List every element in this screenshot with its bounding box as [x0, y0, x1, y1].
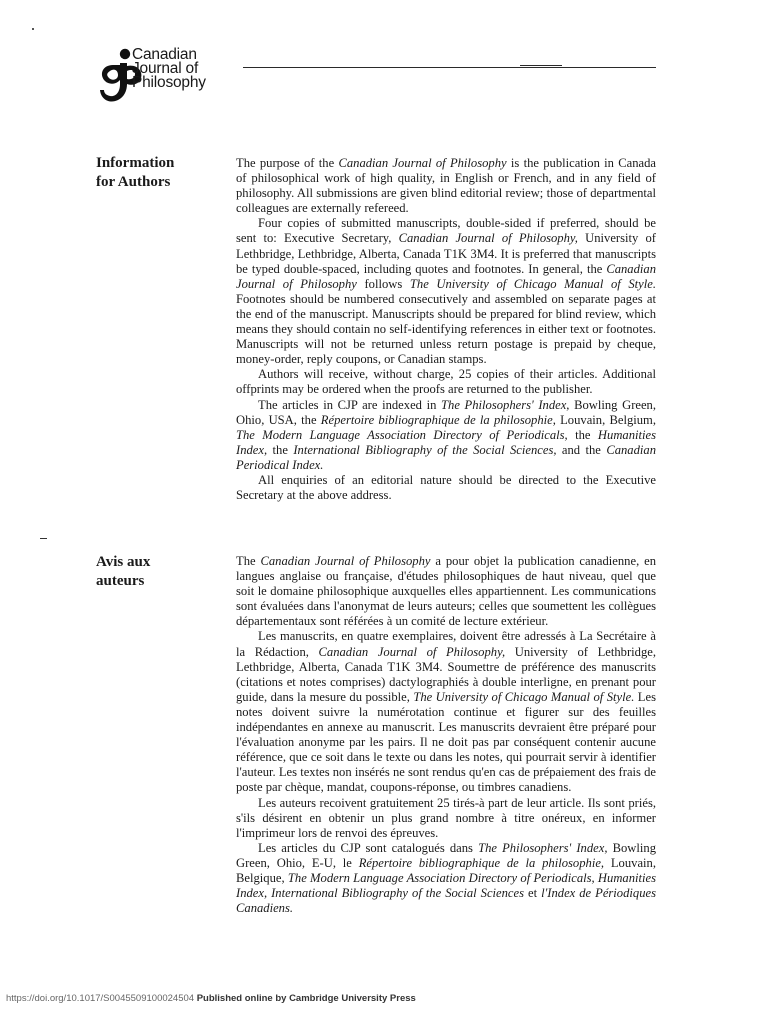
page-footer — [6, 993, 416, 1004]
scan-mark — [40, 538, 47, 539]
scan-speck — [32, 28, 34, 30]
journal-logo — [96, 46, 246, 106]
french-paragraph-2: Les manuscrits, en quatre exemplaires, doivent être adressés à La Secrétaire à la Rédaction, Canadian Journal of Philosophy, University of Lethbridge, Lethbridge, Alberta, Canada T1K 3M4. Soumettre de préférence des manuscrits (citations et notes comprises) dactylographiés à double interligne, en prenant pour guide, dans la mesure du possible, The University of Chicago Manual of Style. Les notes doivent suivre la numérotation continue et figurer sur des feuilles indépendantes en annexe au manuscrit. Les manuscrits devraient être préparé pour l'évaluation anonyme par les pairs. Il ne doit pas par conséquent contenir aucune référence, que ce soit dans le texte ou dans les notes, qui pourrait servir à identifier l'auteur. Les textes non insérés ne sont rendus qu'en cas de prépaiement des frais de poste par chèque, mandat, coupons-réponse, ou timbres canadiens. — [236, 629, 657, 795]
doi-link[interactable]: https://doi.org/10.1017/S0045509100024504 — [6, 993, 195, 1004]
publisher-note: Published online by Cambridge University Press — [194, 993, 416, 1004]
header-rule-mark — [520, 65, 562, 66]
journal-name-line-1: Canadian — [132, 46, 197, 63]
header-rule — [243, 67, 656, 68]
english-paragraph-1: The purpose of the Canadian Journal of Philosophy is the publication in Canada of philosophical work of high quality, in English or French, and in any field of philosophy. All submissions are given blind editorial review; those of departmental colleagues are externally refereed. — [236, 156, 657, 216]
french-paragraph-4: Les articles du CJP sont catalogués dans The Philosophers' Index, Bowling Green, Ohio, E-U, le Répertoire bibliographique de la philosophie, Louvain, Belgique, The Modern Language Association Directory of Periodicals, Humanities Index, International Bibliography of the Social Sciences et l'Index de Périodiques Canadiens. — [236, 840, 656, 916]
journal-name-line-2: Journal of — [132, 60, 199, 77]
french-paragraph-1: The Canadian Journal of Philosophy a pour objet la publication canadienne, en langues anglaise ou française, d'études philosophiques de haut niveau, quel que soit le domaine philosophique auxquelles elles appartiennent. Les communications sont évaluées dans l'anonymat de leurs auteurs; celles que soumettent les collègues départementaux sont référées à un comité de lecture extérieur. — [236, 554, 656, 629]
french-section-heading: Avis aux auteurs — [96, 554, 151, 589]
english-paragraph-3: Authors will receive, without charge, 25 copies of their articles. Additional offprints may be ordered when the proofs are returned to the publisher. — [236, 367, 656, 397]
english-section-body — [236, 156, 656, 503]
journal-name-line-3: Philosophy — [132, 74, 206, 91]
english-paragraph-4: The articles in CJP are indexed in The Philosophers' Index, Bowling Green, Ohio, USA, the Répertoire bibliographique de la philosophie, Louvain, Belgium, The Modern Language Association Directory of Periodicals, the Humanities Index, the International Bibliography of the Social Sciences, and the Canadian Periodical Index. — [236, 397, 657, 472]
english-section-heading: Information for Authors — [96, 155, 175, 190]
english-paragraph-2: Four copies of submitted manuscripts, double-sided if preferred, should be sent to: Executive Secretary, Canadian Journal of Philosophy, University of Lethbridge, Lethbridge, Alberta, Canada T1K 3M4. It is preferred that manuscripts be typed double-spaced, including quotes and footnotes. In general, the Canadian Journal of Philosophy follows The University of Chicago Manual of Style. Footnotes should be numbered consecutively and assembled on separate pages at the end of the manuscript. Manuscripts should be prepared for blind review, which means they should contain no self-identifying references in either text or footnotes. Manuscripts will not be returned unless return postage is prepaid by cheque, money-order, reply coupons, or Canadian stamps. — [236, 216, 657, 367]
french-section-body — [236, 554, 656, 916]
english-paragraph-5: All enquiries of an editorial nature should be directed to the Executive Secretary at the above address. — [236, 472, 656, 503]
french-paragraph-3: Les auteurs recoivent gratuitement 25 tirés-à part de leur article. Ils sont priés, s'ils désirent en obtenir un plus grand nombre à titre onéreux, en informer l'imprimeur lors de renvoi des épreuves. — [236, 795, 656, 840]
